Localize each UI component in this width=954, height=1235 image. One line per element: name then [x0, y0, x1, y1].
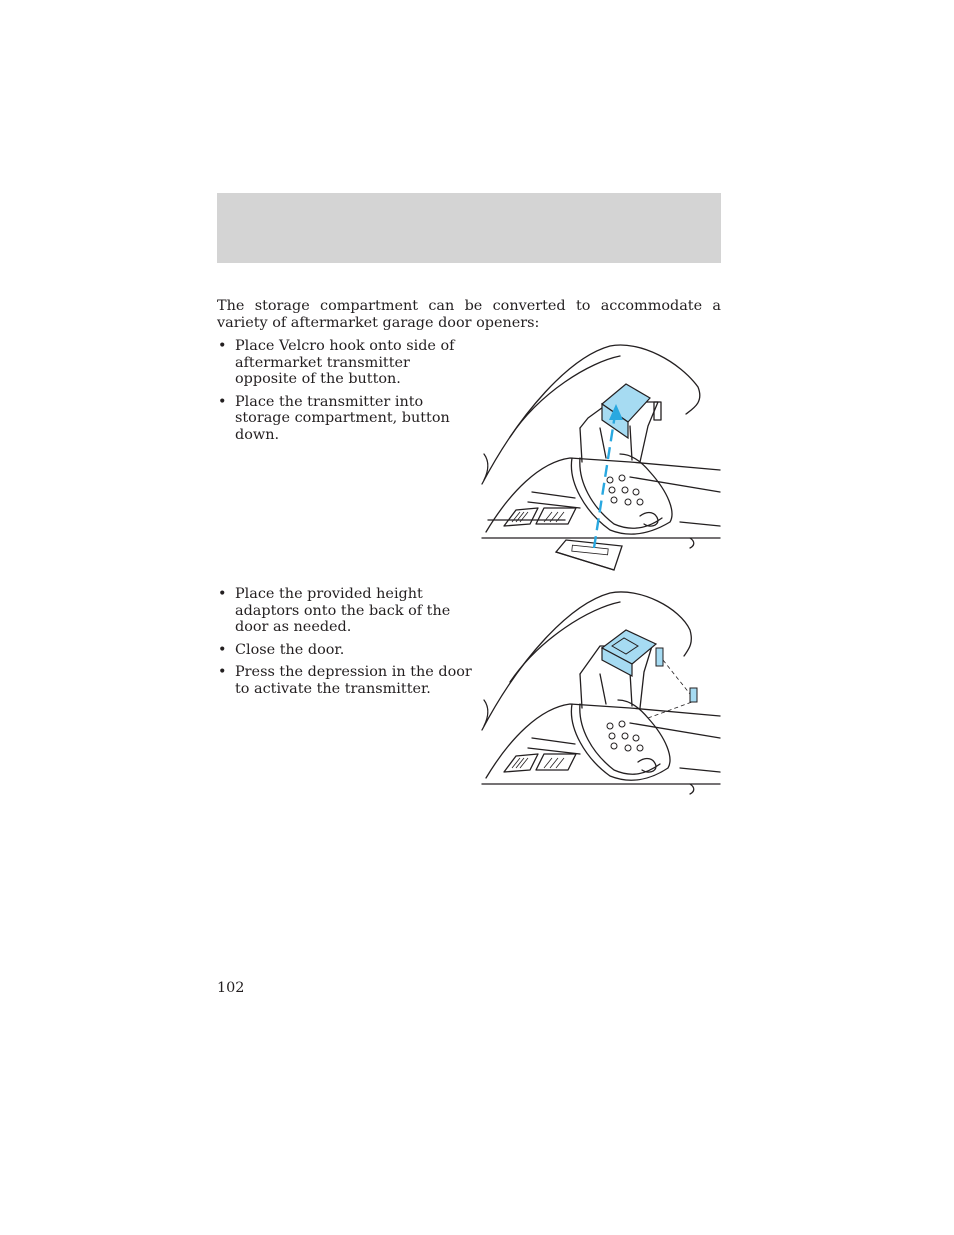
step-text: Place Velcro hook onto side of aftermarket transmitter opposite of the button. [235, 338, 455, 387]
list-item [217, 642, 472, 659]
list-item [217, 394, 472, 444]
bullet-icon: • [218, 664, 227, 680]
bullet-icon: • [218, 586, 227, 602]
transmitter-insertion-illustration [480, 342, 722, 574]
step-text: Close the door. [235, 641, 345, 658]
bullet-icon: • [218, 393, 227, 410]
section-header-band [217, 193, 721, 263]
step-text: Place the transmitter into storage compartment, button down. [235, 393, 450, 443]
list-item [217, 338, 472, 388]
bullet-icon: • [218, 338, 227, 354]
height-adaptor-illustration [480, 590, 722, 798]
page-number: 102 [217, 980, 245, 996]
list-item [217, 586, 472, 636]
install-steps-list [217, 338, 472, 449]
intro-paragraph: The storage compartment can be converted to accommodate a variety of aftermarket garage door openers: [217, 298, 721, 331]
bullet-icon: • [218, 641, 227, 658]
step-text: Place the provided height adaptors onto the back of the door as needed. [235, 586, 451, 635]
step-text: Press the depression in the door to activate the transmitter. [235, 664, 472, 697]
closing-steps-list [217, 586, 472, 703]
list-item [217, 664, 472, 697]
